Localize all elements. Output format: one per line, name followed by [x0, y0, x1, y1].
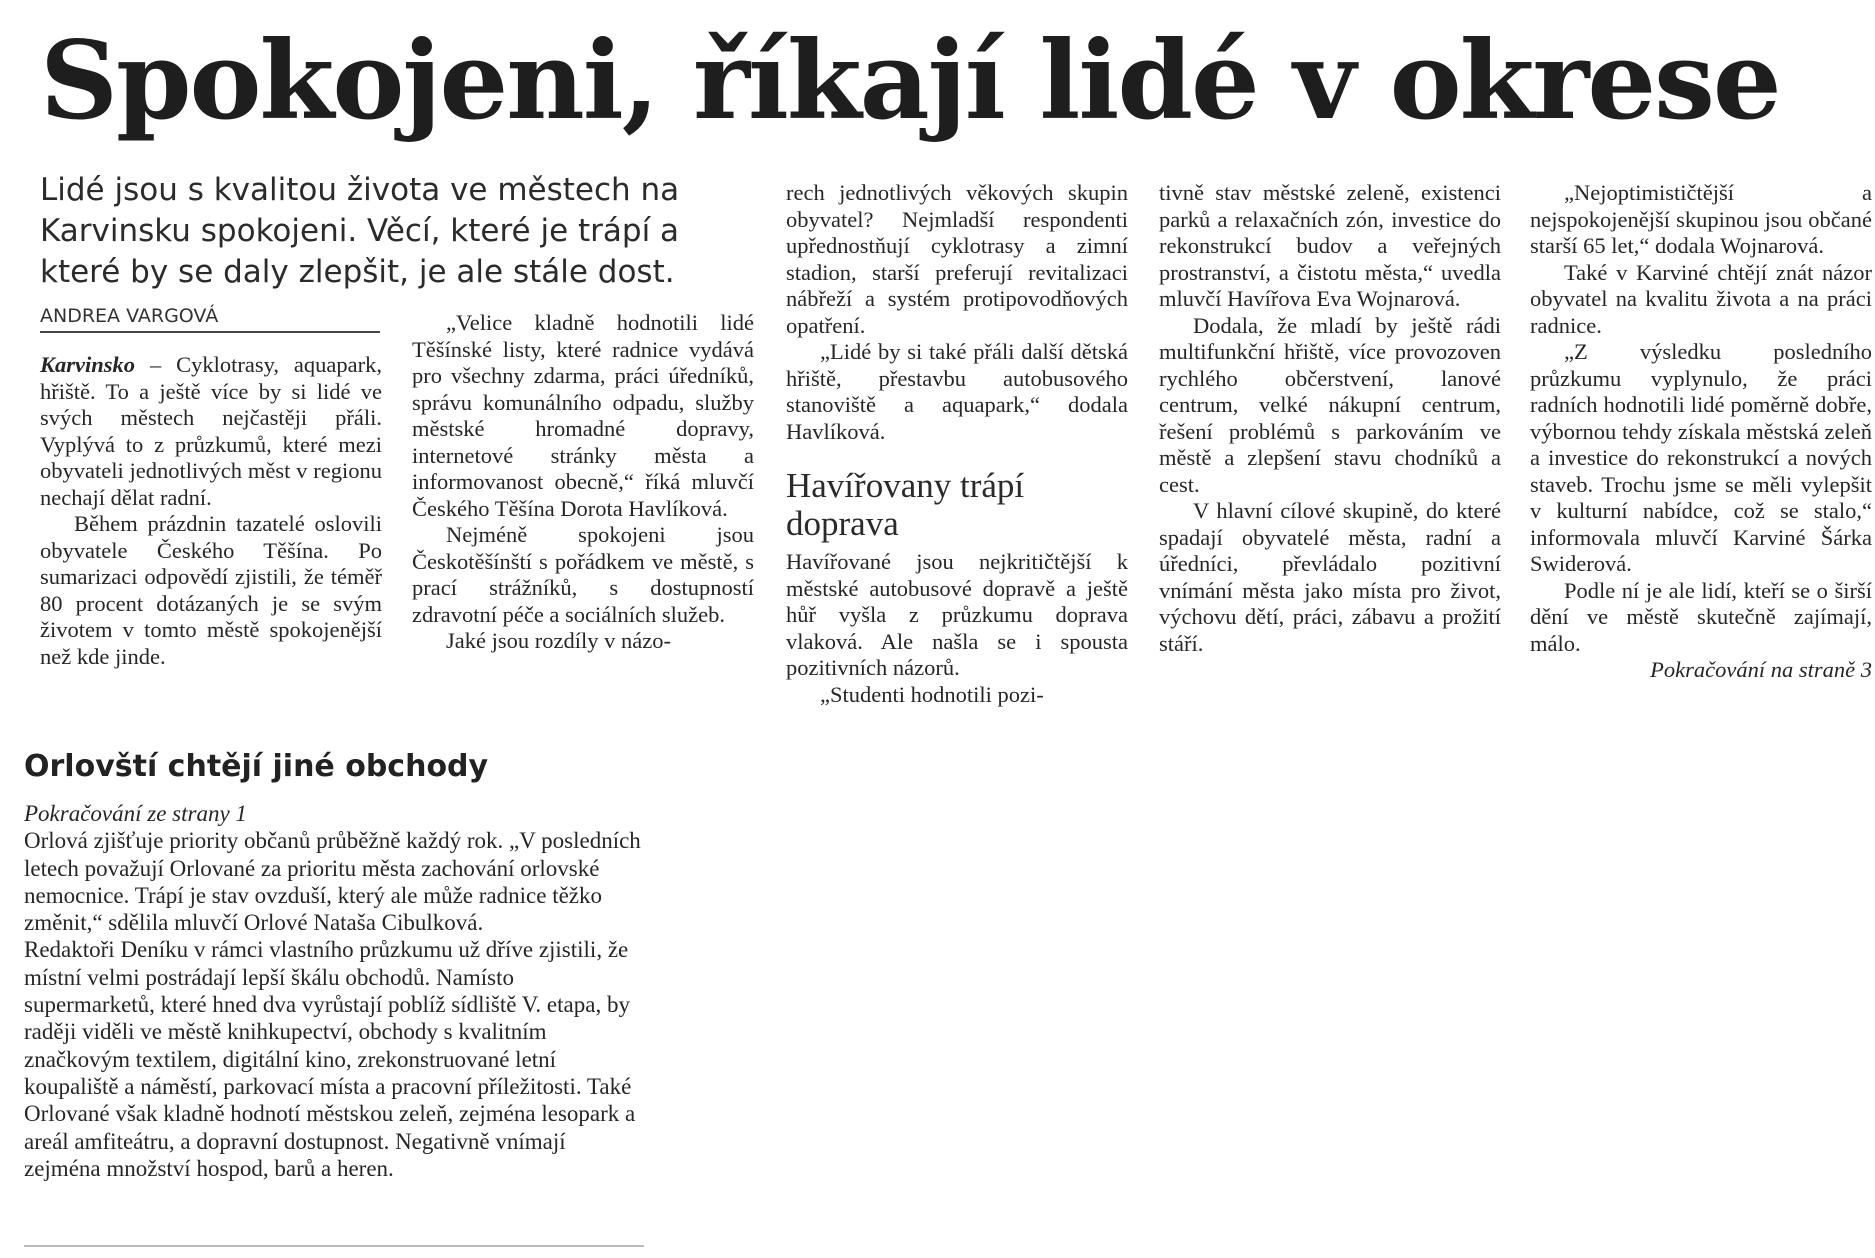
column-3-paragraph-3: Havířované jsou nejkritičtější k městské autobusové dopravě a ještě hůř vyšla z průzkumu doprava vlaková. Ale našla se i spousta pozitivních názorů. — [786, 549, 1128, 680]
column-2-paragraph-2: Nejméně spokojeni jsou Českotěšínští s pořádkem ve městě, s prací strážníků, s dostupností zdravotní péče a sociálních služeb. — [412, 522, 754, 627]
article-column-5 — [1530, 180, 1872, 684]
article-column-3 — [786, 180, 1128, 708]
article-column-4 — [1159, 180, 1501, 657]
column-1-paragraph-1-text: – Cyklotrasy, aquapark, hřiště. To a ještě více by si lidé ve svých městech nejčastěji přáli. Vyplývá to z průzkumů, které mezi obyvateli jednotlivých měst v regionu nechají dělat radní. — [40, 352, 382, 510]
column-5-paragraph-2: Také v Karviné chtějí znát názor obyvatel na kvalitu života a na práci radnice. — [1530, 259, 1872, 338]
continued-on-page-3: Pokračování na straně 3 — [1650, 657, 1872, 682]
article-column-1 — [40, 352, 382, 670]
column-5-paragraph-1: „Nejoptimističtější a nejspokojenější skupinou jsou občané starší 65 let,“ dodala Wojnarová. — [1530, 180, 1872, 258]
sidebar-body — [24, 800, 644, 1182]
author-byline: ANDREA VARGOVÁ — [40, 304, 380, 333]
headline: Spokojeni, říkají lidé v okrese — [40, 18, 1780, 144]
column-3-paragraph-4: „Studenti hodnotili pozi- — [820, 681, 1044, 707]
column-2-paragraph-3: Jaké jsou rozdíly v názo- — [446, 628, 671, 653]
bottom-rule — [24, 1245, 644, 1247]
column-4-paragraph-3: V hlavní cílové skupině, do které spadají obyvatelé města, radní a úředníci, převládalo pozitivní vnímání města jako místa pro život, výchovu dětí, práci, zábavu a prožití stáří. — [1159, 498, 1501, 656]
column-4-paragraph-1: tivně stav městské zeleně, existenci parků a relaxačních zón, investice do rekonstrukcí budov a veřejných prostranství, a čistotu města,“ uvedla mluvčí Havířova Eva Wojnarová. — [1159, 180, 1501, 311]
column-3-paragraph-2: „Lidé by si také přáli další dětská hřiště, přestavbu autobusového stanoviště a aquapark,“ dodala Havlíková. — [786, 339, 1128, 444]
lede-paragraph: Lidé jsou s kvalitou života ve městech na Karvinsku spokojeni. Věcí, které je trápí a které by se daly zlepšit, je ale stále dost. — [40, 172, 680, 290]
column-3-paragraph-1: rech jednotlivých věkových skupin obyvatel? Nejmladší respondenti upřednostňují cyklotrasy a zimní stadion, starší preferují revitalizaci nábřeží a systém protipovodňových opatření. — [786, 180, 1128, 338]
column-2-paragraph-1: „Velice kladně hodnotili lidé Těšínské listy, které radnice vydává pro všechny zdarma, práci úředníků, správu komunálního odpadu, služby městské hromadné dopravy, internetové stránky města a informovanost obecně,“ říká mluvčí Českého Těšína Dorota Havlíková. — [412, 310, 754, 521]
article-column-2 — [412, 310, 754, 655]
column-5-paragraph-4: Podle ní je ale lidí, kteří se o širší dění ve městě skutečně zajímají, málo. — [1530, 577, 1872, 656]
column-5-paragraph-3: „Z výsledku posledního průzkumu vyplynulo, že práci radních hodnotili lidé poměrně dobře, výbornou tehdy získala městská zeleň a investice do rekonstrukcí a nových staveb. Trochu jsme se měli vylepšit v kulturní nabídce, což se stalo,“ informovala mluvčí Karviné Šárka Swiderová. — [1530, 339, 1872, 576]
subheading-havirov: Havířovany trápí doprava — [786, 466, 1025, 543]
sidebar-paragraph-2: Redaktoři Deníku v rámci vlastního průzkumu už dříve zjistili, že místní velmi postrádají lepší škálu obchodů. Namísto supermarketů, které hned dva vyrůstají poblíž sídliště V. etapa, by raději viděli ve městě knihkupectví, obchody s kvalitním značkovým textilem, digitální kino, zrekonstruované letní koupaliště a náměstí, parkovací místa a pracovní příležitosti. Také Orlované však kladně hodnotí městskou zeleň, zejména lesopark a areál amfiteátru, a dopravní dostupnost. Negativně vnímají zejména množství hospod, barů a heren. — [24, 937, 636, 1181]
sidebar-paragraph-1: Orlová zjišťuje priority občanů průběžně každý rok. „V posledních letech považují Orlované za prioritu města zachování orlovské nemocnice. Trápí je stav ovzduší, který ale může radnice těžko změnit,“ sdělila mluvčí Orlové Nataša Cibulková. — [24, 828, 641, 936]
continued-from-page-1: Pokračování ze strany 1 — [24, 801, 247, 826]
column-1-paragraph-1 — [40, 352, 382, 511]
column-1-paragraph-2: Během prázdnin tazatelé oslovili obyvatele Českého Těšína. Po sumarizaci odpovědí zjistili, že téměř 80 procent dotázaných je se svým životem v tomto městě spokojenější než kde jinde. — [40, 511, 382, 669]
sidebar-heading: Orlovští chtějí jiné obchody — [24, 749, 489, 784]
column-4-paragraph-2: Dodala, že mladí by ještě rádi multifunkční hřiště, více provozoven rychlého občerstvení, lanové centrum, velké nákupní centrum, řešení problémů s parkováním ve městě a zlepšení stavu chodníků a cest. — [1159, 312, 1501, 497]
dateline-place: Karvinsko — [40, 352, 136, 377]
